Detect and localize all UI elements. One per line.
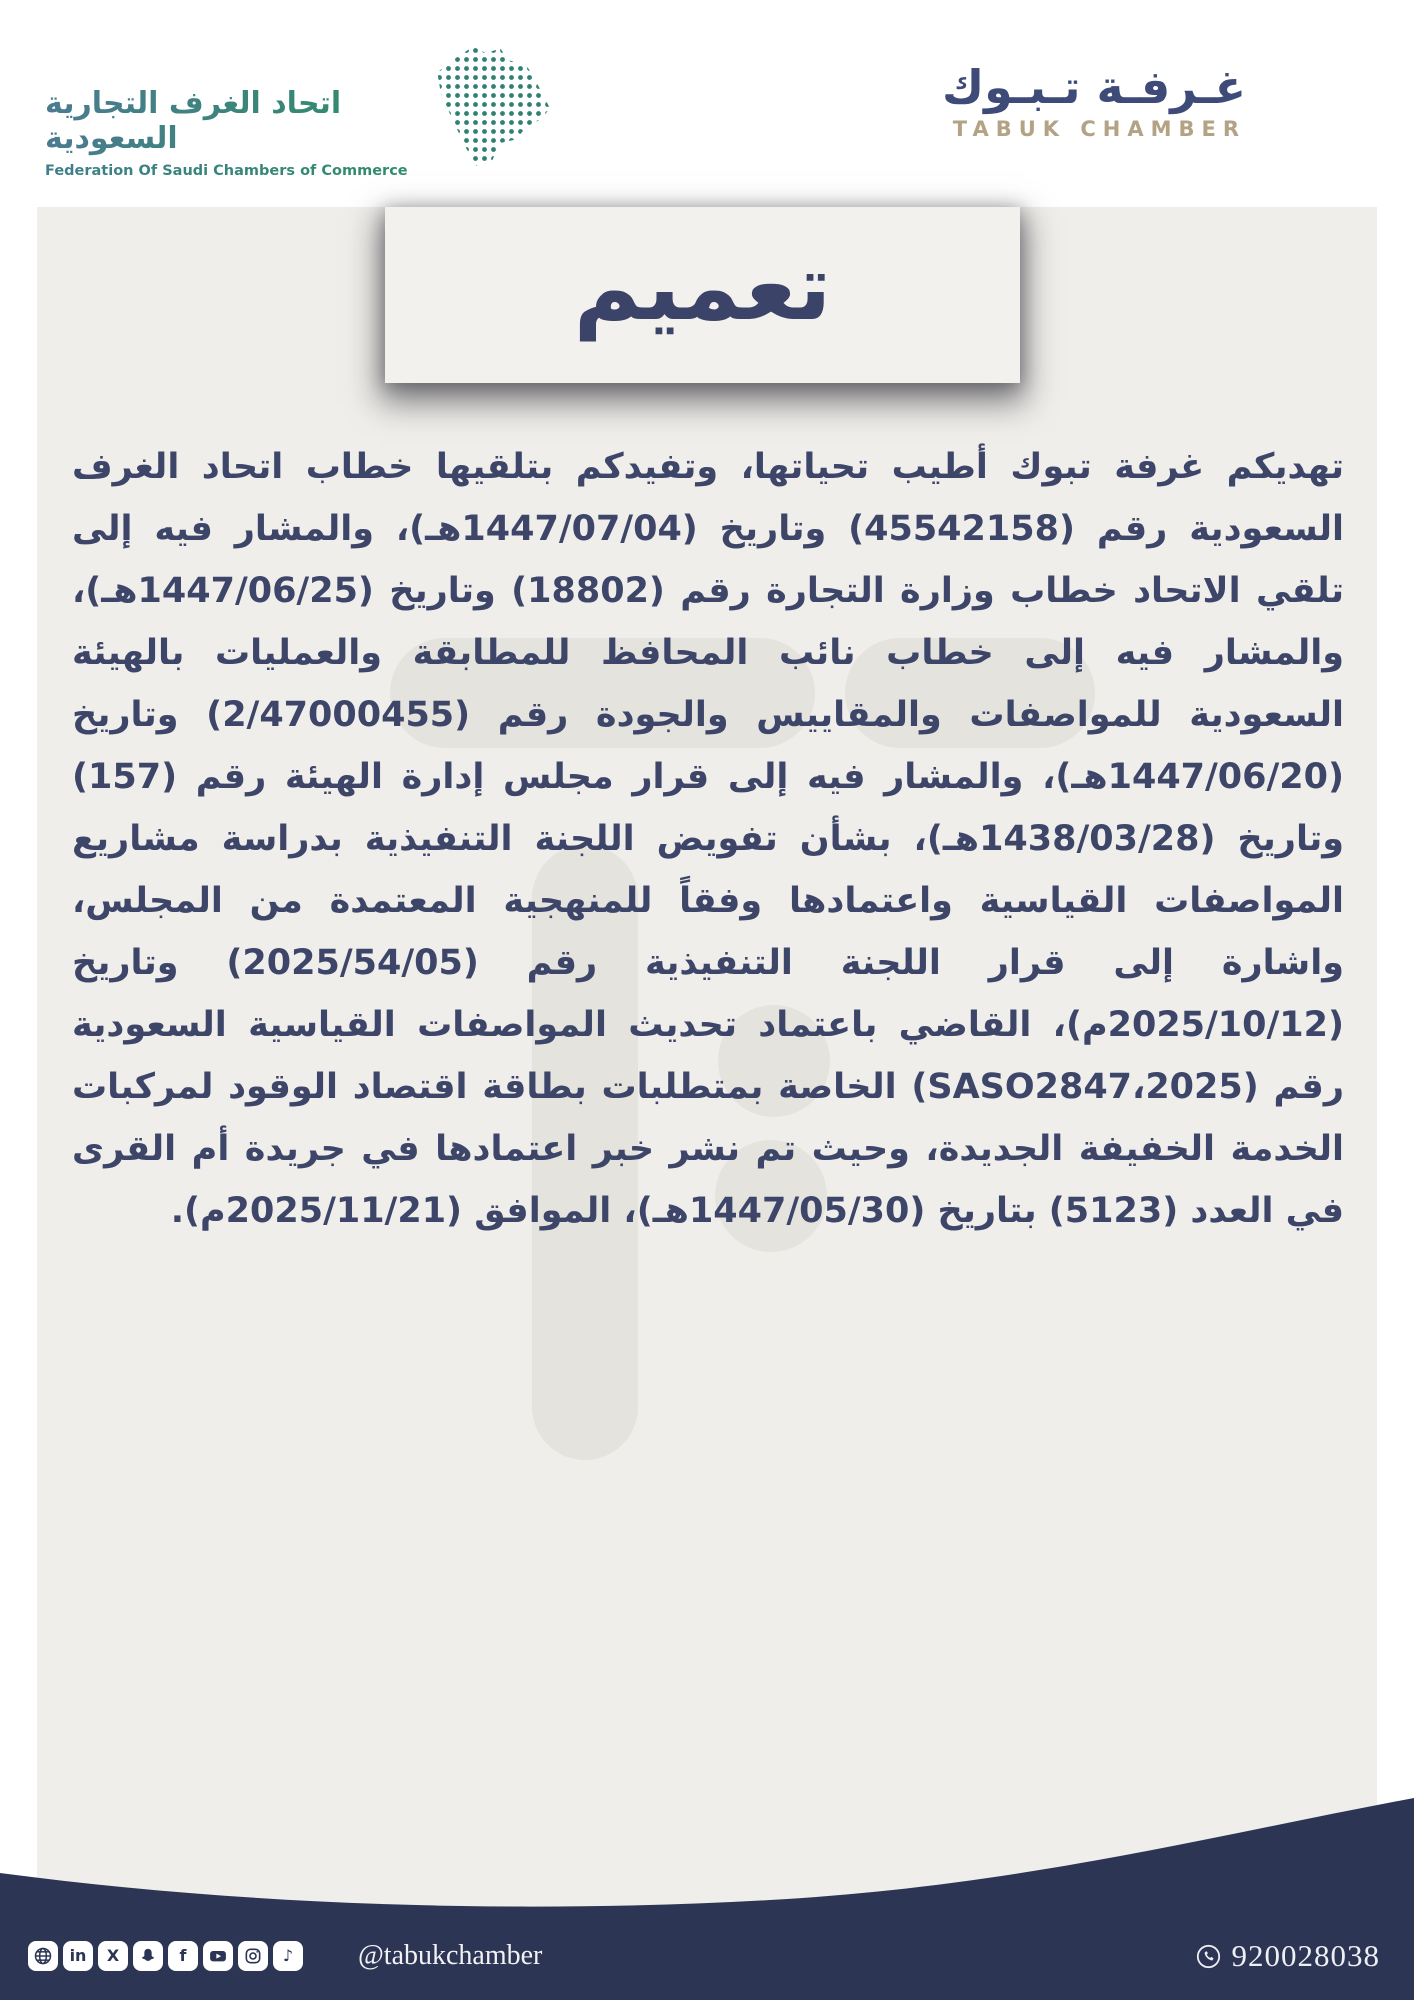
facebook-icon: f (168, 1941, 198, 1971)
federation-name-english: Federation Of Saudi Chambers of Commerce (45, 163, 417, 179)
tabuk-name-arabic: غـرفـة تـبـوك (941, 60, 1246, 114)
website-globe-icon (28, 1941, 58, 1971)
circular-body-paragraph: تهديكم غرفة تبوك أطيب تحياتها، وتفيدكم بتلقيها خطاب اتحاد الغرف السعودية رقم (45542158) وتاريخ (1447/07/04هـ)، والمشار فيه إلى تلقي الاتحاد خطاب وزارة التجارة رقم (18802) وتاريخ (1447/06/25هـ)، والمشار فيه إلى خطاب نائب المحافظ للمطابقة والعمليات بالهيئة السعودية للمواصفات والمقاييس والجودة رقم (2/47000455) وتاريخ (1447/06/20هـ)، والمشار فيه إلى قرار مجلس إدارة الهيئة رقم (157) وتاريخ (1438/03/28هـ)، بشأن تفويض اللجنة التنفيذية بدراسة مشاريع المواصفات القياسية واعتمادها وفقاً للمنهجية المعتمدة من المجلس، واشارة إلى قرار اللجنة التنفيذية رقم (2025/54/05) وتاريخ (2025/10/12م)، القاضي باعتماد تحديث المواصفات القياسية السعودية رقم (SASO2847،2025) الخاصة بمتطلبات بطاقة اقتصاد الوقود لمركبات الخدمة الخفيفة الجديدة، وحيث تم نشر خبر اعتمادها في جريدة أم القرى في العدد (5123) بتاريخ (1447/05/30هـ)، الموافق (2025/11/21م). (72, 447, 1344, 1231)
circular-title: تعميم (573, 234, 832, 341)
circular-title-box (385, 207, 1020, 383)
tiktok-icon: ♪ (273, 1941, 303, 1971)
federation-name-arabic: اتحاد الغرف التجارية السعودية (45, 86, 417, 156)
phone-number: 920028038 (1231, 1938, 1380, 1973)
snapchat-icon (133, 1941, 163, 1971)
tabuk-logo-text (942, 62, 1246, 141)
youtube-icon (203, 1941, 233, 1971)
federation-logo-text (45, 86, 417, 179)
saudi-map-dotted-icon (435, 46, 550, 166)
linkedin-icon: in (63, 1941, 93, 1971)
tabuk-name-english: TABUK CHAMBER (952, 116, 1246, 141)
instagram-icon (238, 1941, 268, 1971)
social-handle: @tabukchamber (358, 1940, 543, 1971)
phone-circle-icon (1195, 1943, 1222, 1970)
footer-bar (28, 1940, 1380, 1972)
x-twitter-icon: X (98, 1941, 128, 1971)
federation-logo (45, 86, 417, 179)
phone-contact (1195, 1938, 1381, 1974)
